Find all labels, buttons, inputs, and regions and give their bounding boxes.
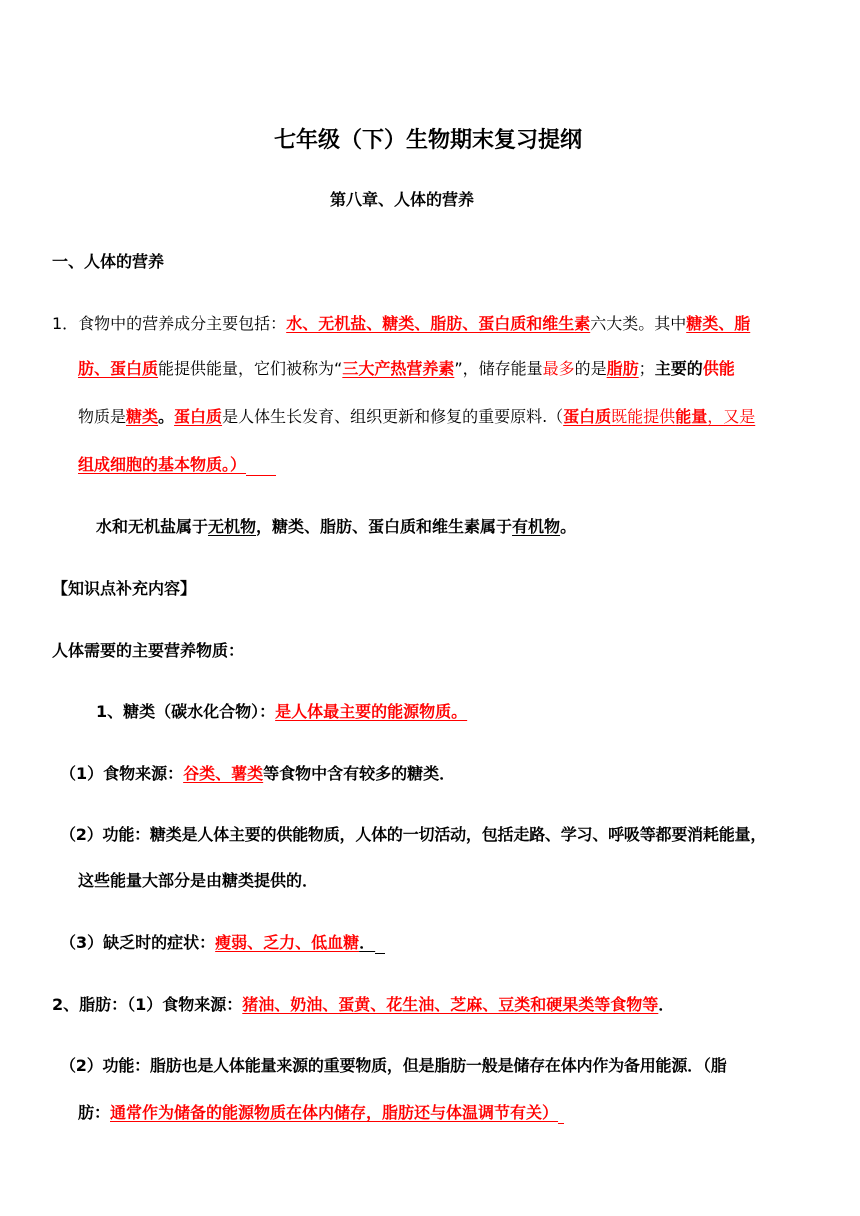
fat-function-line-1: （2）功能：脂肪也是人体能量来源的重要物质，但是脂肪一般是储存在体内作为备用能源．（脂 <box>60 1056 727 1075</box>
underlined-term: 有机物 <box>512 517 561 536</box>
section-heading: 一、人体的营养 <box>52 252 165 271</box>
text: ； <box>638 359 655 378</box>
text: 物质是 <box>78 407 127 426</box>
text: 的是 <box>574 359 607 378</box>
highlight: 水、无机盐、糖类、脂肪、蛋白质和维生素 <box>286 314 591 333</box>
highlight: 既能提供 <box>611 407 676 426</box>
highlight: 通常作为储备的能源物质在体内储存，脂肪还与体温调节有关） <box>110 1103 559 1122</box>
sugar-function-line-1: （2）功能：糖类是人体主要的供能物质，人体的一切活动，包括走路、学习、呼吸等都要消耗能量， <box>60 825 767 844</box>
text: ，糖类、脂肪、蛋白质和维生素属于 <box>256 517 513 536</box>
paragraph-1-line-1 <box>52 313 750 335</box>
text: 是人体生长发育、组织更新和修复的重要原料.（ <box>222 407 564 426</box>
main-nutrients-heading: 人体需要的主要营养物质： <box>52 641 245 660</box>
text: （1）食物来源： <box>60 764 184 783</box>
highlight: 最多 <box>542 359 575 378</box>
fat-function-line-2 <box>78 1102 564 1124</box>
page-title: 七年级（下）生物期末复习提纲 <box>274 128 583 153</box>
highlight: 组成细胞的基本物质。） <box>78 455 247 474</box>
paragraph-1-line-2 <box>78 358 735 380</box>
paragraph-1-line-3 <box>78 406 755 428</box>
text: 水和无机盐属于 <box>96 517 209 536</box>
highlight: 供能 <box>702 359 735 378</box>
highlight: 蛋白质 <box>563 407 612 426</box>
text: 1．食物中的营养成分主要包括： <box>52 314 287 333</box>
sugar-deficiency <box>60 932 385 954</box>
sugar-function-line-2: 这些能量大部分是由糖类提供的． <box>78 871 319 890</box>
highlight: 是人体最主要的能源物质。 <box>275 702 468 721</box>
highlight: 猪油、奶油、蛋黄、花生油、芝麻、豆类和硬果类等食物等 <box>242 995 659 1014</box>
underline-tail <box>558 1103 564 1124</box>
text: ”，储存能量 <box>454 359 543 378</box>
highlight: 谷类、薯类 <box>183 764 264 783</box>
underlined-term: 无机物 <box>208 517 257 536</box>
underline-tail <box>375 933 385 954</box>
paragraph-1-line-4 <box>78 454 276 476</box>
paragraph-2 <box>96 516 576 538</box>
text: 能提供能量，它们被称为“ <box>158 359 343 378</box>
text: 等食物中含有较多的糖类． <box>263 764 456 783</box>
sugar-source <box>60 763 455 785</box>
sugar-heading <box>96 701 467 723</box>
highlight: 蛋白质 <box>174 407 223 426</box>
highlight: 肪、蛋白质 <box>78 359 159 378</box>
fat-source <box>52 994 674 1016</box>
text: 六大类。其中 <box>590 314 687 333</box>
text: 肪： <box>78 1103 111 1122</box>
highlight: 脂肪 <box>606 359 639 378</box>
text: 。 <box>560 517 577 536</box>
highlight: 糖类、脂 <box>686 314 751 333</box>
highlight: 能量 <box>675 407 708 426</box>
text: （3）缺乏时的症状： <box>60 933 216 952</box>
text: 主要的 <box>654 359 703 378</box>
text: 1、糖类（碳水化合物）： <box>96 702 276 721</box>
highlight: ，又是 <box>707 407 756 426</box>
text: 2、脂肪：（1）食物来源： <box>52 995 243 1014</box>
chapter-heading: 第八章、人体的营养 <box>330 190 475 209</box>
text: 。 <box>158 407 175 426</box>
highlight: 三大产热营养素 <box>342 359 455 378</box>
text: ． <box>359 933 376 952</box>
underline-tail <box>246 455 276 476</box>
supplement-heading: 【知识点补充内容】 <box>52 579 197 598</box>
highlight: 糖类 <box>126 407 159 426</box>
text: ． <box>658 995 675 1014</box>
highlight: 瘦弱、乏力、低血糖 <box>215 933 360 952</box>
